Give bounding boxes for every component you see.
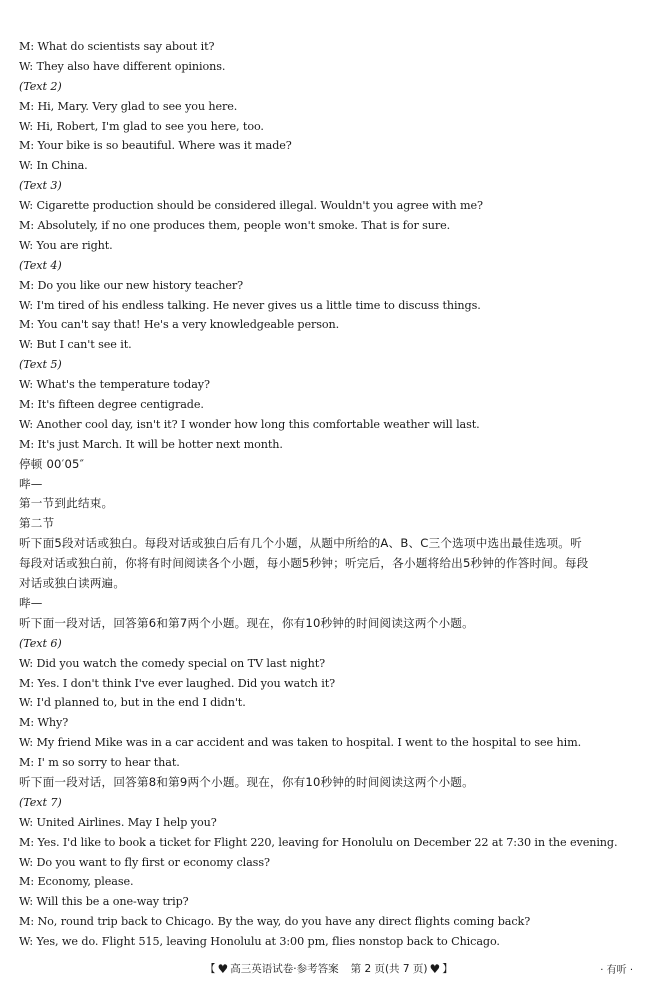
document-body (19, 37, 639, 952)
heart-icon: ♥ (217, 961, 229, 976)
dialog-line: W: What's the temperature today? (19, 378, 210, 392)
dialog-line: M: Your bike is so beautiful. Where was it made? (19, 139, 292, 153)
instruction-line: 听下面一段对话，回答第8和第9两个小题。现在，你有10秒钟的时间阅读这两个小题。 (19, 774, 474, 789)
dialog-line: W: Hi, Robert, I'm glad to see you here, too. (19, 119, 264, 133)
section-heading: (Text 6) (19, 636, 62, 650)
dialog-line: W: My friend Mike was in a car accident and was taken to hospital. I went to the hospital to see him. (19, 736, 582, 750)
dialog-line: W: But I can't see it. (19, 338, 132, 352)
footer-caption (205, 961, 453, 976)
dialog-line: W: In China. (19, 159, 88, 173)
dialog-line: W: Did you watch the comedy special on TV last night? (19, 656, 325, 670)
instruction-line: 每段对话或独白前，你将有时间阅读各个小题，每小题5秒钟；听完后，各小题将给出5秒钟的作答时间。每段 (19, 556, 589, 571)
instruction-line: 哔— (19, 476, 43, 491)
dialog-line: W: Yes, we do. Flight 515, leaving Honolulu at 3:00 pm, flies nonstop back to Chicago. (19, 935, 500, 949)
section-heading: (Text 3) (19, 179, 62, 193)
dialog-line: W: Do you want to fly first or economy class? (19, 855, 270, 869)
dialog-line: M: Economy, please. (19, 875, 134, 889)
dialog-line: W: I'm tired of his endless talking. He never gives us a little time to discuss things. (19, 298, 481, 312)
footer-open-bracket: 【 (205, 963, 216, 975)
instruction-line: 停顿 00′05″ (19, 456, 85, 471)
instruction-line: 听下面一段对话，回答第6和第7两个小题。现在，你有10秒钟的时间阅读这两个小题。 (19, 615, 474, 630)
section-heading: (Text 4) (19, 258, 62, 272)
dialog-line: M: I' m so sorry to hear that. (19, 756, 180, 770)
dialog-line: W: You are right. (19, 238, 113, 252)
heart-icon: ♥ (429, 961, 441, 976)
footer-title: 高三英语试卷·参考答案 (230, 963, 339, 975)
dialog-line: W: United Airlines. May I help you? (19, 815, 217, 829)
dialog-line: M: It's just March. It will be hotter next month. (19, 437, 283, 451)
footer-close-bracket: 】 (442, 963, 453, 975)
instruction-line: 对话或独白读两遍。 (19, 576, 126, 591)
dialog-line: W: They also have different opinions. (19, 59, 226, 73)
dialog-line: W: Another cool day, isn't it? I wonder how long this comfortable weather will last. (19, 417, 480, 431)
section-heading: (Text 7) (19, 795, 62, 809)
dialog-line: M: Yes. I don't think I've ever laughed. Did you watch it? (19, 676, 335, 690)
instruction-line: 哔— (19, 595, 43, 610)
instruction-line: 第二节 (19, 516, 55, 531)
instruction-line: 听下面5段对话或独白。每段对话或独白后有几个小题，从题中所给的A、B、C三个选项中选出最佳选项。听 (19, 536, 582, 551)
section-heading: (Text 5) (19, 358, 62, 372)
dialog-line: W: Will this be a one-way trip? (19, 895, 189, 909)
dialog-line: W: Cigarette production should be considered illegal. Wouldn't you agree with me? (19, 199, 483, 213)
footer-page-number: 第 2 页(共 7 页) (350, 963, 428, 975)
dialog-line: M: Absolutely, if no one produces them, people won't smoke. That is for sure. (19, 219, 451, 233)
dialog-line: W: I'd planned to, but in the end I didn't. (19, 696, 246, 710)
dialog-line: M: Why? (19, 716, 69, 730)
dialog-line: M: No, round trip back to Chicago. By the way, do you have any direct flights coming back? (19, 915, 531, 929)
section-heading: (Text 2) (19, 79, 62, 93)
dialog-line: M: It's fifteen degree centigrade. (19, 398, 204, 412)
dialog-line: M: Hi, Mary. Very glad to see you here. (19, 99, 238, 113)
instruction-line: 第一节到此结束。 (19, 496, 114, 511)
dialog-line: M: You can't say that! He's a very knowledgeable person. (19, 318, 340, 332)
dialog-line: M: What do scientists say about it? (19, 40, 215, 53)
dialog-line: M: Do you like our new history teacher? (19, 278, 244, 292)
footer-brand: · 有听 · (600, 965, 633, 976)
page-footer (0, 961, 653, 977)
dialog-line: M: Yes. I'd like to book a ticket for Flight 220, leaving for Honolulu on December 22 at 7:30 in the evening. (19, 835, 618, 849)
